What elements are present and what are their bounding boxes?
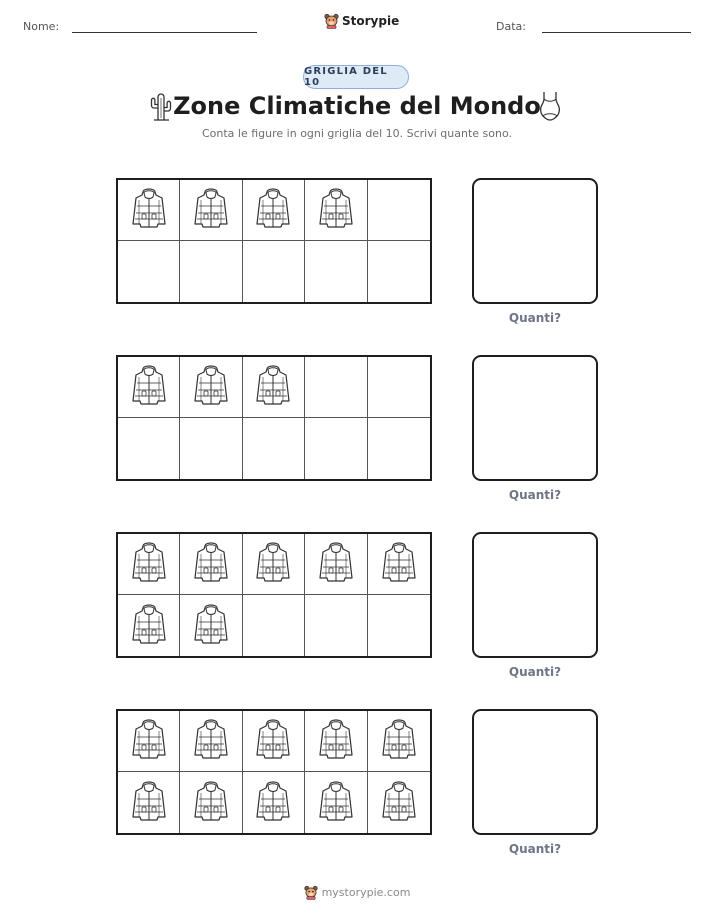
puffer-jacket-icon bbox=[191, 779, 231, 827]
ten-frame-cell bbox=[118, 772, 180, 833]
answer-box[interactable] bbox=[472, 709, 598, 835]
puffer-jacket-icon bbox=[253, 717, 293, 765]
answer-box[interactable] bbox=[472, 178, 598, 304]
ten-frame-cell bbox=[180, 180, 242, 241]
footer bbox=[0, 885, 714, 900]
ten-frame-3 bbox=[116, 532, 432, 658]
puffer-jacket-icon bbox=[129, 363, 169, 411]
ten-frame-cell bbox=[118, 180, 180, 241]
page-title: Zone Climatiche del Mondo bbox=[173, 92, 541, 120]
ten-frame-cell bbox=[305, 357, 367, 418]
ten-frame-cell bbox=[118, 595, 180, 656]
instructions: Conta le figure in ogni griglia del 10. Scrivi quante sono. bbox=[201, 127, 512, 140]
answer-label: Quanti? bbox=[508, 842, 562, 856]
worksheet-type-badge: GRIGLIA DEL 10 bbox=[303, 65, 409, 89]
ten-frame-cell bbox=[368, 772, 430, 833]
footer-url: mystorypie.com bbox=[321, 886, 411, 899]
date-field[interactable] bbox=[542, 32, 691, 33]
puffer-jacket-icon bbox=[253, 363, 293, 411]
puffer-jacket-icon bbox=[129, 602, 169, 650]
ten-frame-4 bbox=[116, 709, 432, 835]
answer-box[interactable] bbox=[472, 355, 598, 481]
ten-frame-cell bbox=[180, 241, 242, 302]
ten-frame-1 bbox=[116, 178, 432, 304]
ten-frame-cell bbox=[180, 534, 242, 595]
ten-frame-cell bbox=[368, 534, 430, 595]
puffer-jacket-icon bbox=[129, 779, 169, 827]
puffer-jacket-icon bbox=[129, 717, 169, 765]
ten-frame-cell bbox=[118, 241, 180, 302]
ten-frame-cell bbox=[180, 772, 242, 833]
ten-frame-cell bbox=[180, 418, 242, 479]
puffer-jacket-icon bbox=[379, 779, 419, 827]
ten-frame-cell bbox=[305, 180, 367, 241]
puffer-jacket-icon bbox=[253, 186, 293, 234]
ten-frame-cell bbox=[118, 711, 180, 772]
puffer-jacket-icon bbox=[253, 540, 293, 588]
puffer-jacket-icon bbox=[379, 540, 419, 588]
logo bbox=[324, 13, 399, 29]
logo-text: Storypie bbox=[342, 14, 400, 28]
ten-frame-cell bbox=[243, 772, 305, 833]
name-field[interactable] bbox=[72, 32, 257, 33]
ten-frame-cell bbox=[243, 418, 305, 479]
ten-frame-cell bbox=[368, 241, 430, 302]
ten-frame-cell bbox=[243, 595, 305, 656]
ten-frame-cell bbox=[180, 357, 242, 418]
ten-frame-cell bbox=[368, 711, 430, 772]
ten-frame-cell bbox=[305, 418, 367, 479]
ten-frame-cell bbox=[368, 418, 430, 479]
ten-frame-cell bbox=[243, 241, 305, 302]
ten-frame-cell bbox=[368, 595, 430, 656]
puffer-jacket-icon bbox=[191, 602, 231, 650]
ten-frame-cell bbox=[243, 180, 305, 241]
ten-frame-cell bbox=[180, 595, 242, 656]
ten-frame-cell bbox=[118, 418, 180, 479]
bear-logo-icon bbox=[304, 885, 318, 900]
ten-frame-cell bbox=[305, 241, 367, 302]
bear-logo-icon bbox=[324, 13, 339, 29]
puffer-jacket-icon bbox=[316, 186, 356, 234]
puffer-jacket-icon bbox=[129, 186, 169, 234]
puffer-jacket-icon bbox=[379, 717, 419, 765]
ten-frame-cell bbox=[368, 357, 430, 418]
ten-frame-cell bbox=[243, 534, 305, 595]
puffer-jacket-icon bbox=[191, 717, 231, 765]
puffer-jacket-icon bbox=[191, 186, 231, 234]
puffer-jacket-icon bbox=[316, 717, 356, 765]
answer-label: Quanti? bbox=[508, 311, 562, 325]
puffer-jacket-icon bbox=[191, 540, 231, 588]
ten-frame-2 bbox=[116, 355, 432, 481]
date-label: Data: bbox=[496, 20, 526, 33]
ten-frame-cell bbox=[180, 711, 242, 772]
ten-frame-cell bbox=[118, 357, 180, 418]
puffer-jacket-icon bbox=[191, 363, 231, 411]
ten-frame-cell bbox=[243, 711, 305, 772]
puffer-jacket-icon bbox=[316, 540, 356, 588]
answer-label: Quanti? bbox=[508, 665, 562, 679]
ten-frame-cell bbox=[305, 772, 367, 833]
name-label: Nome: bbox=[23, 20, 60, 33]
puffer-jacket-icon bbox=[253, 779, 293, 827]
ten-frame-cell bbox=[368, 180, 430, 241]
puffer-jacket-icon bbox=[129, 540, 169, 588]
ten-frame-cell bbox=[305, 711, 367, 772]
puffer-jacket-icon bbox=[316, 779, 356, 827]
ten-frame-cell bbox=[305, 595, 367, 656]
ten-frame-cell bbox=[243, 357, 305, 418]
ten-frame-cell bbox=[305, 534, 367, 595]
answer-label: Quanti? bbox=[508, 488, 562, 502]
swimsuit-icon bbox=[537, 90, 563, 122]
ten-frame-cell bbox=[118, 534, 180, 595]
answer-box[interactable] bbox=[472, 532, 598, 658]
